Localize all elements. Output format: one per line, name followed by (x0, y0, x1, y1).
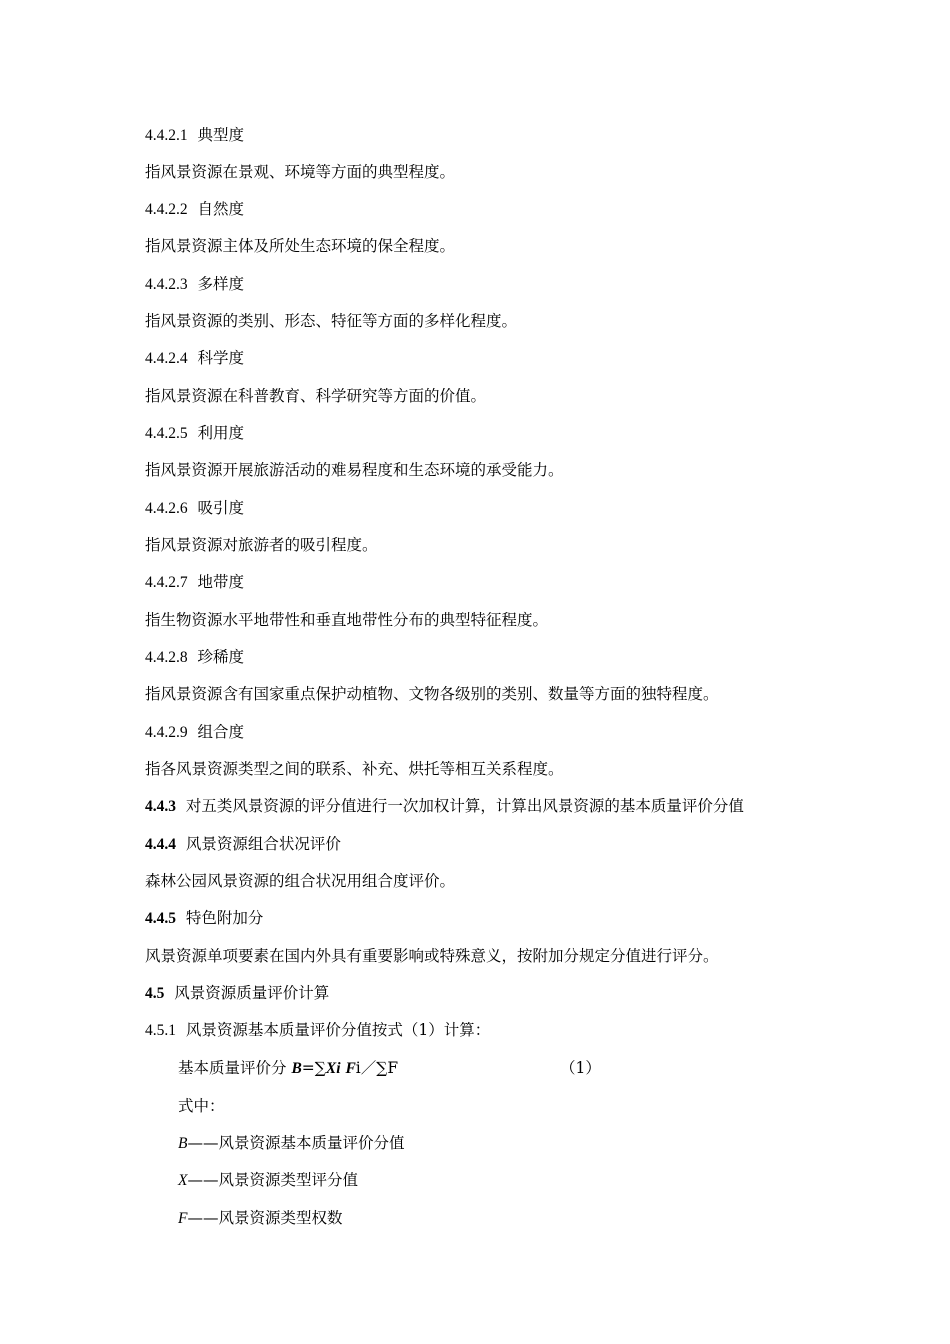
section-445-description: 风景资源单项要素在国内外具有重要影响或特殊意义，按附加分规定分值进行评分。 (145, 947, 719, 965)
definition-b: B——风景资源基本质量评价分值 (178, 1134, 405, 1152)
section-445-heading: 4.4.5 特色附加分 (145, 909, 264, 927)
section-heading: 4.4.2.1 典型度 (145, 126, 244, 144)
section-description: 指风景资源对旅游者的吸引程度。 (145, 536, 378, 554)
formula-line: 基本质量评价分 B=∑Xi Fi／∑F （1） (178, 1059, 601, 1077)
section-description: 指风景资源含有国家重点保护动植物、文物各级别的类别、数量等方面的独特程度。 (145, 685, 719, 703)
definition-f: F——风景资源类型权数 (178, 1209, 343, 1227)
section-451-heading: 4.5.1 风景资源基本质量评价分值按式（1）计算： (145, 1021, 491, 1039)
section-description: 指风景资源主体及所处生态环境的保全程度。 (145, 237, 456, 255)
section-45-heading: 4.5 风景资源质量评价计算 (145, 984, 330, 1002)
definition-x: X——风景资源类型评分值 (178, 1171, 358, 1189)
section-heading: 4.4.2.9 组合度 (145, 723, 244, 741)
formula-number: （1） (560, 1059, 601, 1077)
section-heading: 4.4.2.5 利用度 (145, 424, 244, 442)
section-444-heading: 4.4.4 风景资源组合状况评价 (145, 835, 341, 853)
section-description: 指风景资源在科普教育、科学研究等方面的价值。 (145, 387, 487, 405)
section-description: 指风景资源开展旅游活动的难易程度和生态环境的承受能力。 (145, 461, 564, 479)
section-heading: 4.4.2.8 珍稀度 (145, 648, 244, 666)
section-heading: 4.4.2.3 多样度 (145, 275, 244, 293)
section-description: 指风景资源在景观、环境等方面的典型程度。 (145, 163, 456, 181)
section-description: 指各风景资源类型之间的联系、补充、烘托等相互关系程度。 (145, 760, 564, 778)
section-444-description: 森林公园风景资源的组合状况用组合度评价。 (145, 872, 456, 890)
section-heading: 4.4.2.6 吸引度 (145, 499, 244, 517)
section-heading: 4.4.2.4 科学度 (145, 349, 244, 367)
section-description: 指生物资源水平地带性和垂直地带性分布的典型特征程度。 (145, 611, 549, 629)
section-heading: 4.4.2.2 自然度 (145, 200, 244, 218)
section-description: 指风景资源的类别、形态、特征等方面的多样化程度。 (145, 312, 518, 330)
where-label: 式中： (178, 1097, 225, 1115)
section-heading: 4.4.2.7 地带度 (145, 573, 244, 591)
section-443: 4.4.3 对五类风景资源的评分值进行一次加权计算，计算出风景资源的基本质量评价分值 (145, 797, 744, 815)
